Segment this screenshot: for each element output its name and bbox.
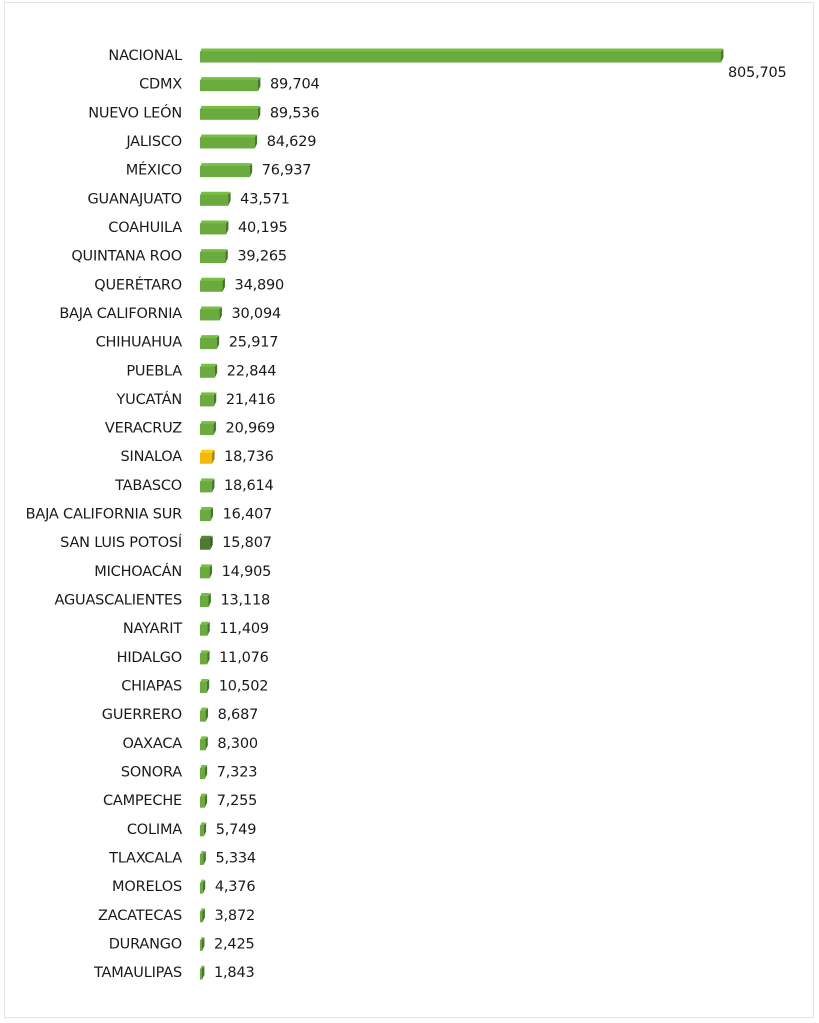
bar-group [60, 534, 272, 551]
category-label: TABASCO [115, 477, 182, 494]
category-label: NUEVO LEÓN [88, 105, 182, 122]
bar [200, 137, 255, 148]
value-label: 89,536 [269, 105, 320, 122]
value-label: 43,571 [240, 191, 290, 208]
category-label: BAJA CALIFORNIA SUR [25, 506, 182, 523]
bar-group [105, 421, 275, 437]
category-label: NACIONAL [108, 48, 182, 64]
category-label: NAYARIT [122, 621, 182, 638]
category-label: CDMX [139, 76, 182, 93]
bar [200, 711, 206, 722]
value-label: 20,969 [225, 420, 276, 437]
bar [200, 309, 219, 320]
bar [200, 166, 250, 177]
value-label: 89,704 [270, 76, 320, 93]
value-label: 8,687 [217, 707, 259, 724]
value-label: 25,917 [228, 334, 279, 351]
value-label: 7,323 [216, 764, 258, 781]
bar [200, 940, 202, 951]
category-label: YUCATÁN [116, 391, 182, 408]
value-label: 18,736 [224, 449, 274, 466]
bar [200, 109, 258, 120]
value-label: 30,094 [231, 305, 282, 322]
bar [200, 367, 215, 378]
bar-group [109, 936, 255, 952]
bar-group [71, 249, 287, 265]
category-label: SONORA [120, 764, 182, 781]
bar-group [108, 48, 786, 81]
category-label: COAHUILA [108, 219, 182, 236]
bar-group [126, 363, 276, 379]
bar-group [59, 306, 281, 322]
bar-group [114, 478, 273, 494]
category-label: MORELOS [112, 879, 182, 896]
category-label: OAXACA [122, 735, 182, 752]
value-label: 34,890 [234, 277, 285, 294]
bar [200, 195, 228, 206]
category-label: DURANGO [108, 936, 182, 953]
bar-group [88, 191, 290, 207]
category-label: HIDALGO [116, 649, 182, 666]
bar-group [108, 220, 287, 236]
category-label: JALISCO [126, 133, 182, 150]
category-label: CHIHUAHUA [95, 334, 182, 351]
bar [200, 596, 208, 607]
bar-group [96, 335, 279, 351]
bar [200, 481, 212, 492]
bar [200, 883, 203, 894]
bar [200, 424, 214, 435]
bar-group [121, 679, 268, 695]
value-label: 10,502 [218, 678, 269, 695]
value-label: 7,255 [216, 793, 258, 810]
value-label: 5,334 [215, 850, 256, 867]
value-label: 39,265 [237, 248, 287, 265]
value-label: 21,416 [225, 391, 276, 408]
bar-group [123, 621, 269, 637]
category-label: QUERÉTARO [94, 277, 182, 294]
bar [200, 969, 202, 980]
category-label: SINALOA [120, 449, 182, 466]
value-label: 22,844 [226, 363, 277, 380]
bar-group [125, 134, 316, 150]
bar [200, 682, 207, 693]
category-label: TAMAULIPAS [94, 965, 182, 982]
category-label: CAMPECHE [102, 793, 182, 810]
bar-group [102, 707, 258, 723]
value-label: 18,614 [224, 477, 274, 494]
bar-group [88, 103, 319, 121]
bar [200, 539, 210, 550]
bar-group [103, 793, 257, 809]
bar-group [94, 563, 271, 580]
bar [200, 281, 223, 292]
bar [200, 854, 203, 865]
bar-group [116, 391, 276, 408]
category-label: CHIAPAS [121, 678, 182, 695]
value-label: 84,629 [266, 133, 317, 150]
bar [200, 567, 210, 578]
bar [200, 453, 212, 464]
bar [200, 653, 207, 664]
category-label: TLAXCALA [109, 850, 182, 867]
category-label: PUEBLA [126, 363, 182, 380]
category-label: AGUASCALIENTES [54, 592, 182, 609]
bar [200, 223, 226, 234]
category-label: COLIMA [126, 821, 182, 838]
bar [200, 825, 204, 836]
bar-group [117, 650, 269, 666]
category-label: GUANAJUATO [87, 191, 182, 208]
value-label: 40,195 [237, 219, 288, 236]
bar [200, 80, 258, 91]
bar [200, 395, 214, 406]
bar [200, 52, 721, 63]
bar-group [94, 276, 284, 293]
bar [200, 911, 203, 922]
category-label: SAN LUIS POTOSÍ [60, 535, 182, 552]
bar-group [121, 449, 274, 465]
value-label: 1,843 [214, 965, 255, 982]
bar [200, 739, 205, 750]
category-label: ZACATECAS [98, 907, 182, 924]
bar-group [127, 822, 256, 838]
value-label: 11,076 [219, 649, 269, 666]
bar-group [126, 162, 312, 179]
bar [200, 510, 211, 521]
bar-group [122, 736, 257, 752]
bar [200, 252, 225, 263]
category-label: VERACRUZ [104, 420, 182, 437]
bar-group [55, 593, 270, 609]
category-label: QUINTANA ROO [71, 248, 182, 265]
value-label: 13,118 [220, 592, 271, 609]
bar [200, 625, 207, 636]
bar-group [108, 850, 256, 866]
value-label: 5,749 [215, 821, 257, 838]
bar-group [98, 908, 255, 924]
value-label: 76,937 [261, 162, 312, 179]
bar-group [26, 507, 273, 523]
bar-group [121, 765, 257, 781]
value-label: 8,300 [217, 735, 258, 752]
value-label: 4,376 [214, 879, 256, 896]
category-label: MICHOACÁN [94, 563, 182, 580]
value-label: 16,407 [222, 506, 273, 523]
value-label: 11,409 [219, 621, 269, 638]
value-label: 3,872 [214, 907, 256, 924]
category-label: BAJA CALIFORNIA [59, 305, 182, 322]
bar [200, 768, 205, 779]
category-label: MÉXICO [125, 162, 182, 179]
bar [200, 338, 217, 349]
value-label: 2,425 [214, 936, 255, 953]
category-label: GUERRERO [101, 707, 182, 724]
bar-group [112, 879, 255, 895]
bar [200, 797, 205, 808]
value-label: 14,905 [221, 563, 272, 580]
bar-group [139, 77, 319, 93]
bar-group [93, 965, 255, 981]
value-label: 15,807 [222, 535, 272, 552]
value-label: 805,705 [728, 65, 787, 81]
